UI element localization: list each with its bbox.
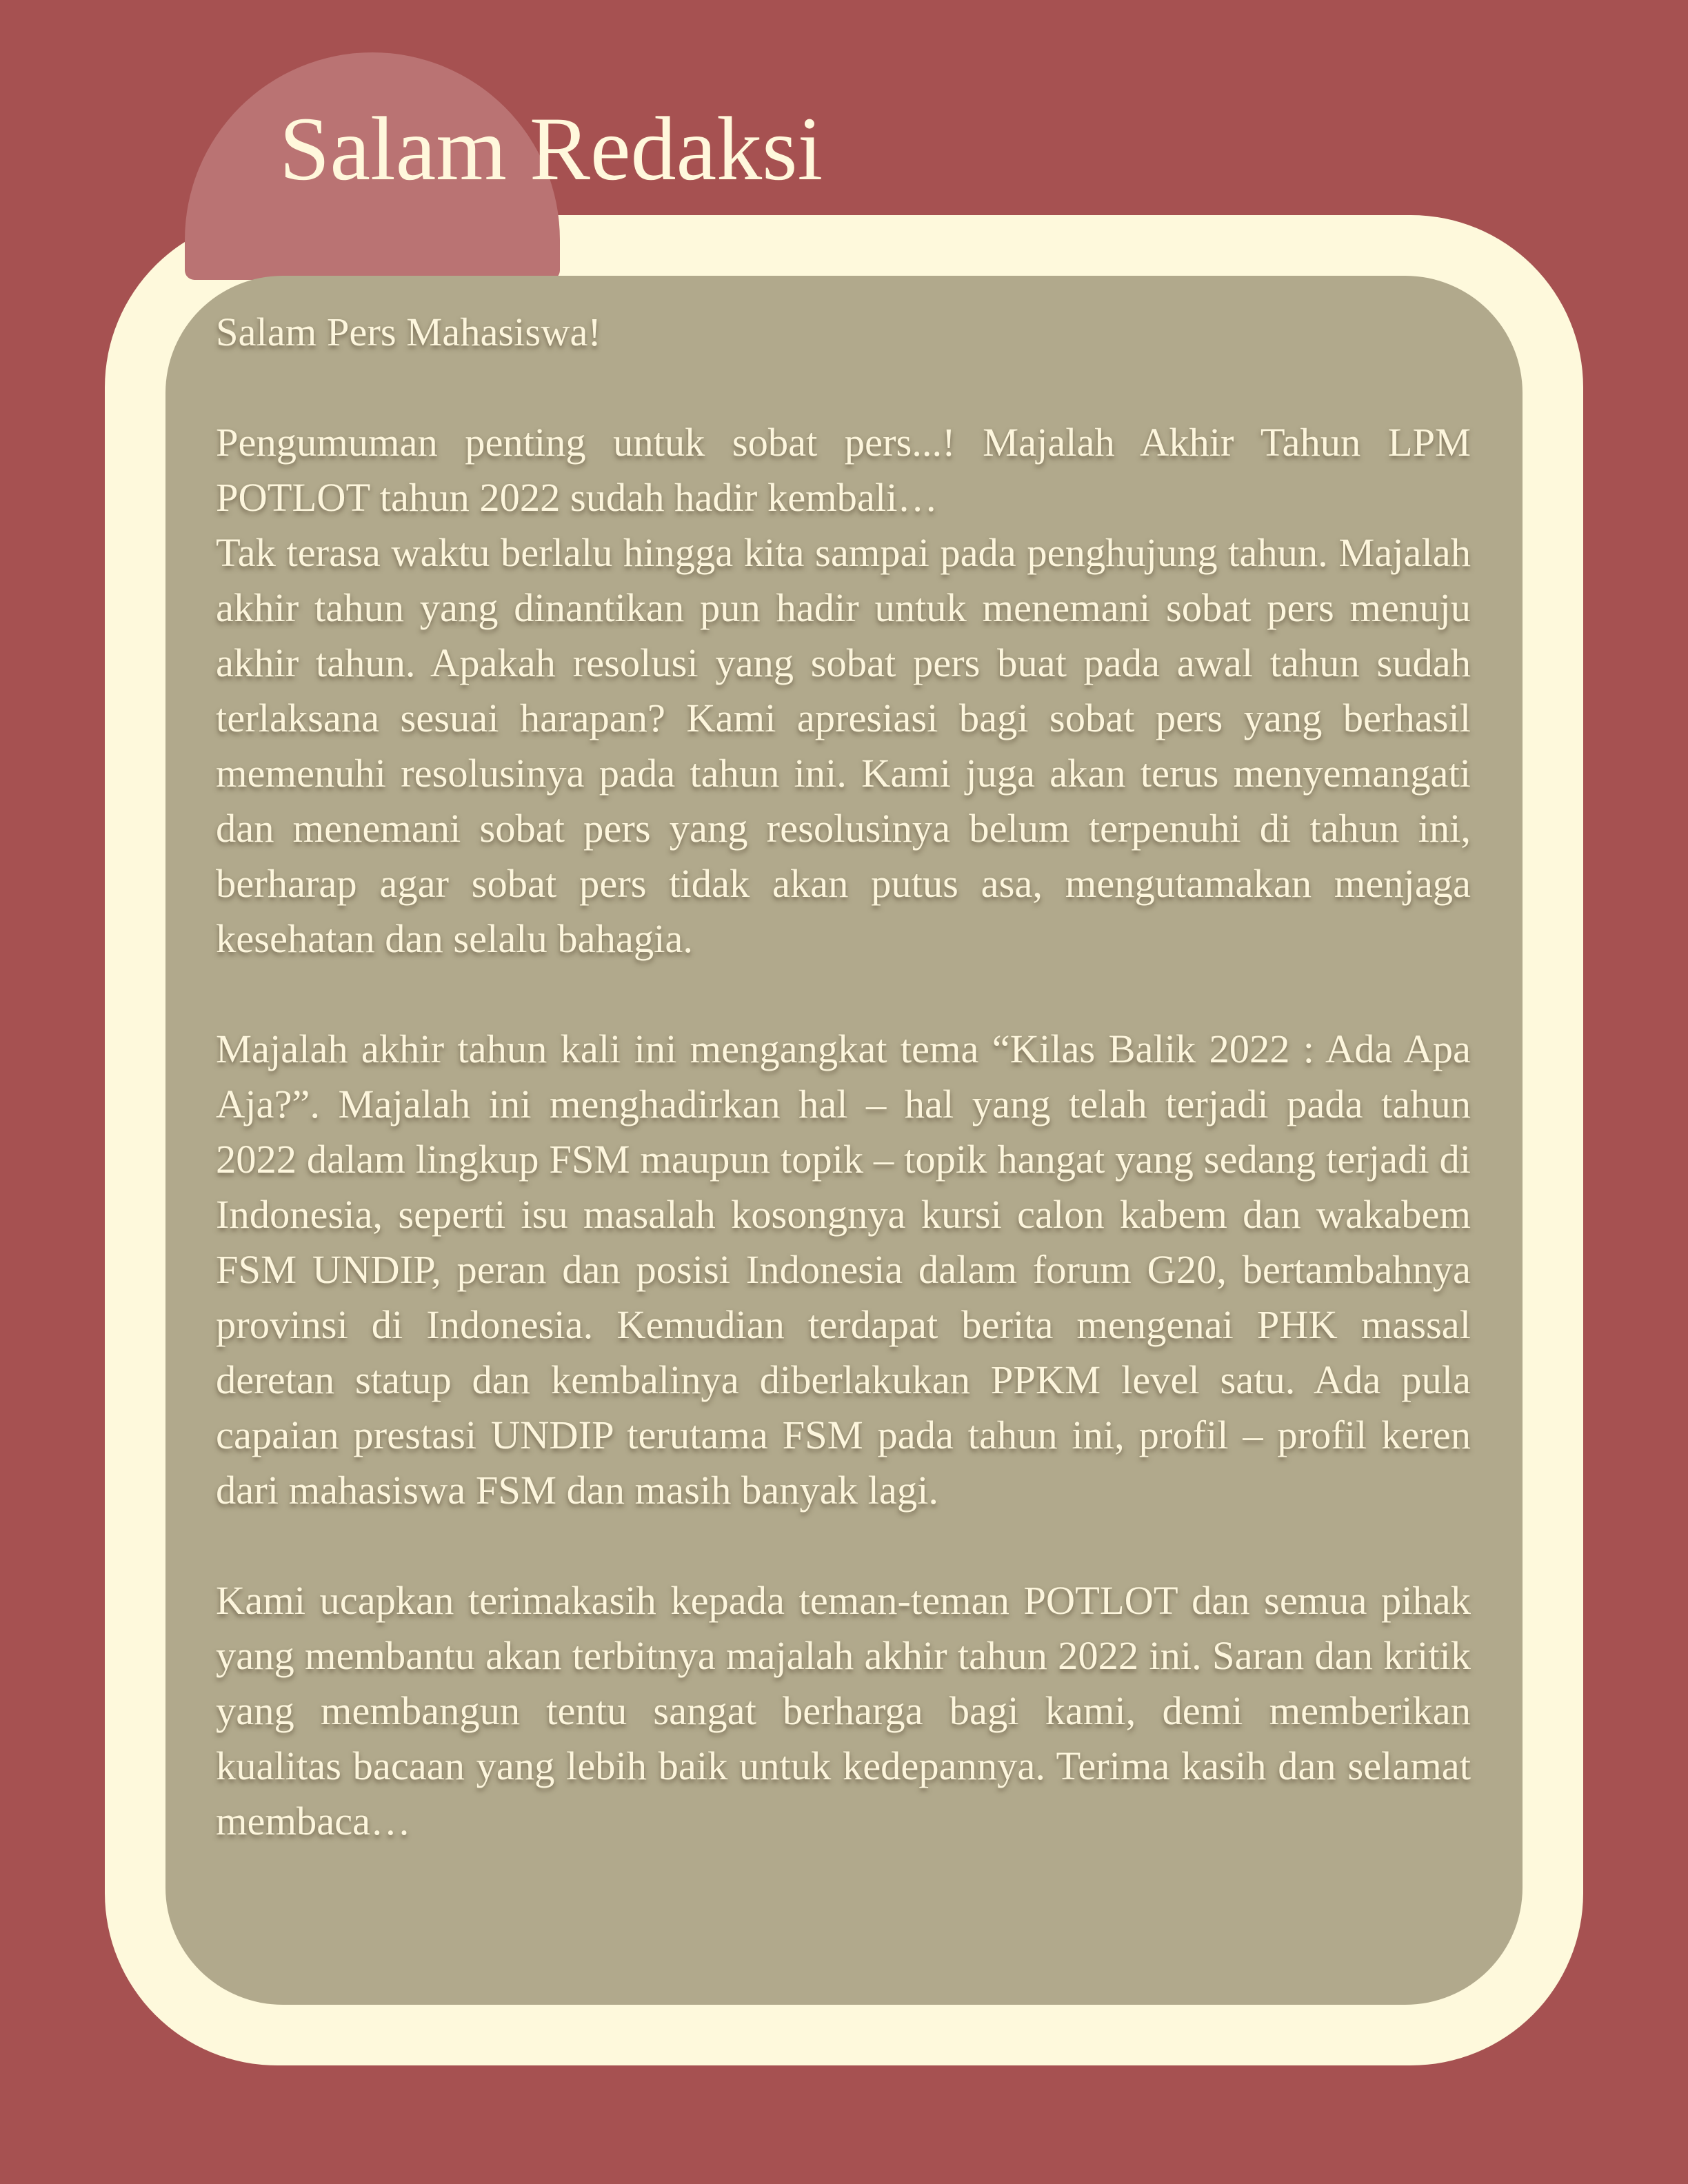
- paragraph-theme: Majalah akhir tahun kali ini mengangkat tema “Kilas Balik 2022 : Ada Apa Aja?”. Majalah ini menghadirkan hal – hal yang telah terjadi pada tahun 2022 dalam lingkup FSM maupun topik – topik hangat yang sedang terjadi di Indonesia, seperti isu masalah kosongnya kursi calon kabem dan wakabem FSM UNDIP, peran dan posisi Indonesia dalam forum G20, bertambahnya provinsi di Indonesia. Kemudian terdapat berita mengenai PHK massal deretan statup dan kembalinya diberlakukan PPKM level satu. Ada pula capaian prestasi UNDIP terutama FSM pada tahun ini, profil – profil keren dari mahasiswa FSM dan masih banyak lagi.: [216, 1027, 1471, 1513]
- paragraph-thanks: Kami ucapkan terimakasih kepada teman-teman POTLOT dan semua pihak yang membantu akan terbitnya majalah akhir tahun 2022 ini. Saran dan kritik yang membangun tentu sangat berharga bagi kami, demi memberikan kualitas bacaan yang lebih baik untuk kedepannya. Terima kasih dan selamat membaca…: [216, 1578, 1471, 1843]
- article-body: [216, 305, 1471, 1849]
- paragraph-resolution: Tak terasa waktu berlalu hingga kita sampai pada penghujung tahun. Majalah akhir tahun yang dinantikan pun hadir untuk menemani sobat pers menuju akhir tahun. Apakah resolusi yang sobat pers buat pada awal tahun sudah terlaksana sesuai harapan? Kami apresiasi bagi sobat pers yang berhasil memenuhi resolusinya pada tahun ini. Kami juga akan terus menyemangati dan menemani sobat pers yang resolusinya belum terpenuhi di tahun ini, berharap agar sobat pers tidak akan putus asa, mengutamakan menjaga kesehatan dan selalu bahagia.: [216, 530, 1471, 961]
- page-title: Salam Redaksi: [279, 98, 823, 199]
- paragraph-announcement: Pengumuman penting untuk sobat pers...! Majalah Akhir Tahun LPM POTLOT tahun 2022 sudah hadir kembali…: [216, 420, 1471, 520]
- greeting: Salam Pers Mahasiswa!: [216, 310, 601, 354]
